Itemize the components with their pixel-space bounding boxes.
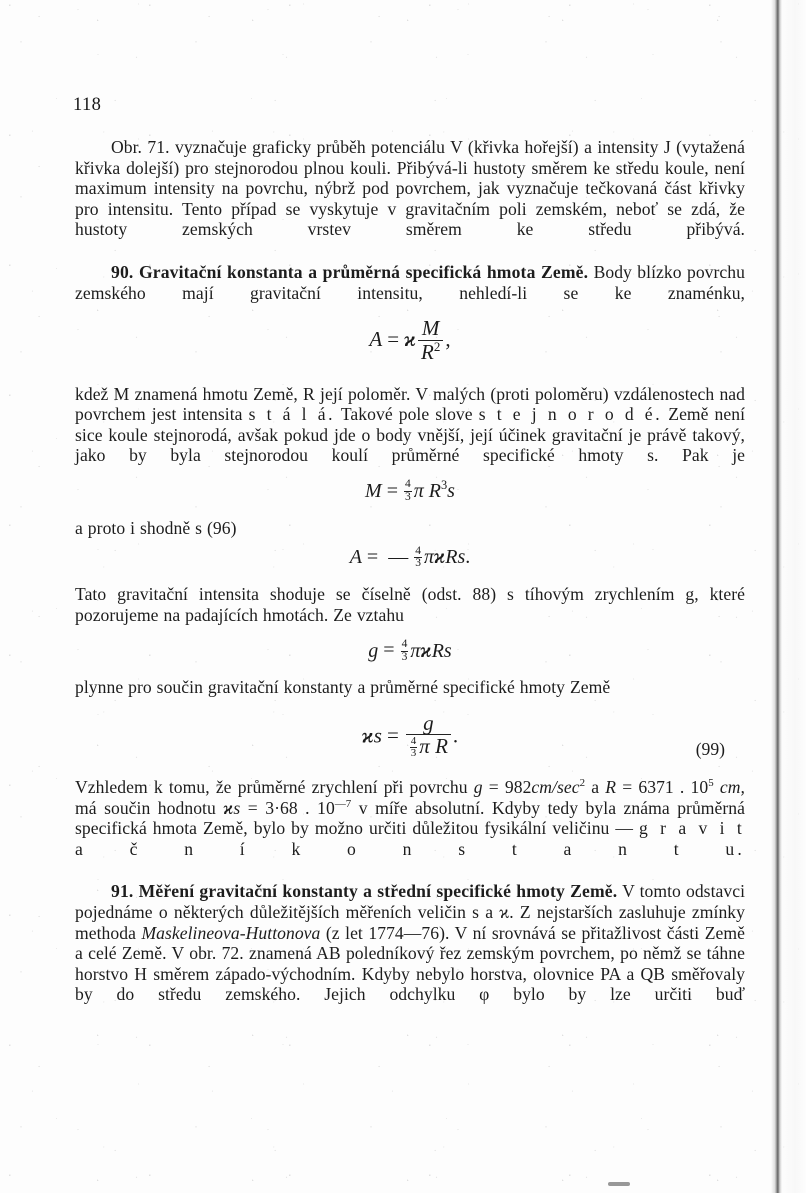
- page-number: 118: [73, 95, 102, 115]
- formula-5-den-four-thirds: [410, 736, 418, 759]
- spaced-word-stejnorode: s t e j n o r o d é.: [478, 404, 663, 425]
- unit-R: cm,: [719, 776, 745, 797]
- formula-4-frac-num: 4: [401, 638, 408, 651]
- paragraph-plynne-text: plynne pro součin gravitační konstanty a průměrné specifické hmoty Země: [75, 677, 611, 698]
- paragraph-vzhledem-a: Vzhledem k tomu, že průměrné zrychlení při povrchu: [75, 776, 468, 797]
- value-R: 6371 . 10: [638, 776, 709, 797]
- formula-5-den-frac-den: 3: [410, 747, 417, 760]
- formula-3-trailing: .: [465, 545, 471, 568]
- paragraph-vzhledem-k-tomu: [75, 777, 745, 859]
- value-g: 982: [504, 776, 532, 797]
- formula-2-pi: π: [413, 479, 424, 502]
- formula-4-Rs: Rs: [431, 639, 452, 662]
- unit-g-exponent: 2: [579, 777, 586, 790]
- paragraph-vzhledem-d: v míře absolutní. Kdyby tedy byla známa průměrná specifická hmota Země, bylo by možno určiti důležitou fysikální veličinu —: [75, 797, 745, 839]
- formula-5-numerator: g: [423, 710, 434, 735]
- formula-4-expression: [368, 640, 451, 664]
- formula-3-minus: —: [388, 545, 409, 568]
- unit-g: cm/sec: [531, 776, 580, 797]
- formula-A-kappa-M-over-R2: [75, 316, 745, 364]
- section-91-paragraph: [75, 881, 745, 1005]
- formula-3-equals: =: [366, 545, 379, 568]
- inline-kappa-1: ϰ: [223, 797, 234, 818]
- formula-1-equals: =: [387, 327, 400, 352]
- paragraph-a-proto-text: a proto i shodně s (96): [75, 518, 237, 539]
- formula-1-den-var: R: [420, 339, 434, 364]
- formula-g-equals-four-thirds-pi-kappa-Rs: [75, 640, 745, 664]
- formula-1-lhs: A: [369, 327, 383, 352]
- inline-var-R: R: [605, 776, 617, 797]
- formula-3-lhs: A: [349, 545, 362, 568]
- spaced-word-stala: s t á l á.: [248, 404, 336, 425]
- reference-maskelineova-huttonova: Maskelineova-Huttonova: [141, 922, 321, 943]
- paragraph-obr-71: [75, 137, 745, 240]
- inline-equals-2: =: [622, 776, 633, 797]
- section-91-body-b: (z let 1774—76). V ní srovnává se přitažlivost části Země a celé Země. V obr. 72. znamená AB poledníkový řez zemským povrchem, po němž se táhne horstvo H směrem západo-východním. Kdyby nebylo horstva, olovnice PA a QB směřovaly by do středu zemského. Jejich odchylku φ bylo by lze určiti buď: [75, 922, 745, 1005]
- formula-3-frac-num: 4: [415, 544, 421, 557]
- inline-equals-3: =: [247, 797, 258, 818]
- formula-1-expression: [369, 316, 451, 364]
- paragraph-kdez-M-c: Země není sice koule stejnorodá, avšak pokud jde o body vnější, její účinek gravitační je právě takový, jako by byla stejnorodou koulí průměrné specifické hmoty s. Pak je: [75, 404, 746, 466]
- formula-2-frac-num: 4: [404, 478, 411, 491]
- formula-5-den-pi: π: [419, 734, 430, 759]
- formula-5-den-var: R: [435, 734, 448, 759]
- scan-right-halo: [780, 0, 806, 1193]
- equation-number-99: (99): [695, 739, 725, 760]
- paragraph-vzhledem-c: má součin hodnotu: [75, 797, 216, 818]
- spaced-phrase-gravitacni-konstantu: g r a v i t a č n í k o n s t a n t u.: [75, 818, 745, 859]
- formula-A-equals-minus-four-thirds-pi-kappa-Rs: [75, 546, 745, 570]
- formula-3-frac-den: 3: [415, 557, 421, 570]
- formula-4-equals: =: [383, 639, 395, 662]
- formula-kappa-s-equals-g-over-four-thirds-pi-R: [75, 710, 745, 761]
- formula-5-den-frac-num: 4: [410, 735, 417, 748]
- formula-3-Rs: Rs: [445, 545, 466, 568]
- inline-var-s-1: s: [233, 797, 241, 818]
- paragraph-kdez-M-a: kdež M znamená hmotu Země, R její poloměr. V malých (proti poloměru) vzdálenostech nad povrchem jest intensita: [75, 383, 745, 425]
- formula-1-kappa: ϰ: [404, 327, 416, 352]
- paragraph-vzhledem-b: a: [591, 776, 600, 797]
- formula-3-kappa: ϰ: [433, 545, 446, 568]
- formula-2-var-R: R: [428, 479, 441, 502]
- formula-2-fraction-four-thirds: [404, 479, 412, 503]
- formula-2-expression: [365, 480, 455, 504]
- value-kappa-s: 3·68 . 10: [265, 797, 335, 818]
- formula-4-kappa: ϰ: [420, 639, 432, 662]
- formula-2-lhs: M: [365, 479, 382, 502]
- inline-var-g: g: [473, 776, 483, 797]
- section-91-body-a: V tomto odstavci pojednáme o některých důležitějších měřeních veličin s a ϰ. Z nejstarších zasluhuje zmínky methoda: [75, 881, 746, 943]
- formula-M-equals-four-thirds-pi-R3-s: [75, 480, 745, 504]
- formula-1-fraction: [418, 318, 443, 362]
- scan-right-dark-edge: [771, 0, 782, 1193]
- paragraph-a-proto: [75, 518, 745, 539]
- formula-4-fraction-four-thirds: [401, 639, 409, 663]
- formula-1-denominator: [418, 340, 443, 363]
- formula-5-fraction: [406, 710, 451, 760]
- formula-2-exponent: 3: [440, 478, 448, 493]
- formula-4-lhs: g: [368, 639, 379, 662]
- formula-3-fraction-four-thirds: [414, 546, 422, 570]
- formula-5-kappa: ϰ: [361, 723, 374, 748]
- scan-bottom-smudge: [608, 1182, 630, 1186]
- paragraph-obr-71-text: Obr. 71. vyznačuje graficky průběh potenciálu V (křivka hořejší) a intensity J (vytažená křivka dolejší) pro stejnorodou plnou kouli. Přibývá-li hustoty směrem ke středu koule, není maximum intensity na povrchu, nýbrž pod povrchem, jak vyznačuje tečkovaná část křivky pro intensitu. Tento případ se vyskytuje v gravitačním poli zemském, neboť se zdá, že hustoty zemských vrstev směrem ke středu přibývá.: [75, 137, 745, 240]
- section-90-heading: 90. Gravitační konstanta a průměrná specifická hmota Země.: [111, 261, 589, 282]
- paragraph-kdez-M: [75, 384, 745, 466]
- formula-4-pi: π: [410, 639, 421, 662]
- section-90-paragraph: [75, 262, 745, 303]
- formula-1-trailing: ,: [445, 327, 451, 352]
- paragraph-tato-gravitacni: [75, 584, 745, 625]
- formula-5-trailing: .: [452, 723, 459, 748]
- formula-1-den-exponent: 2: [433, 338, 441, 354]
- inline-equals-1: =: [488, 776, 499, 797]
- formula-5-equals: =: [386, 723, 399, 748]
- paragraph-plynne-pro-soucin: [75, 677, 745, 698]
- value-kappa-s-exponent: —7: [334, 797, 352, 810]
- paragraph-tato-gravitacni-text: Tato gravitační intensita shoduje se číselně (odst. 88) s tíhovým zrychlením g, které pozorujeme na padajících hmotách. Ze vztahu: [75, 584, 745, 626]
- formula-5-expression: [361, 710, 459, 761]
- formula-2-var-s: s: [447, 479, 455, 502]
- value-R-exponent: 5: [708, 777, 714, 790]
- text-column: [75, 0, 745, 1005]
- formula-2-equals: =: [386, 479, 398, 502]
- section-90-body: Body blízko povrchu zemského mají gravitační intensitu, nehledí-li se ke znaménku,: [75, 261, 745, 303]
- section-91-heading: 91. Měření gravitační konstanty a střední specifické hmoty Země.: [111, 881, 618, 902]
- formula-4-frac-den: 3: [401, 650, 408, 663]
- formula-5-s: s: [373, 723, 382, 748]
- formula-3-pi: π: [423, 545, 434, 568]
- formula-2-frac-den: 3: [404, 491, 411, 504]
- formula-3-expression: [350, 546, 471, 570]
- paragraph-kdez-M-b: Takové pole slove: [340, 404, 473, 425]
- formula-1-numerator: M: [421, 316, 440, 341]
- formula-5-denominator: [406, 734, 451, 760]
